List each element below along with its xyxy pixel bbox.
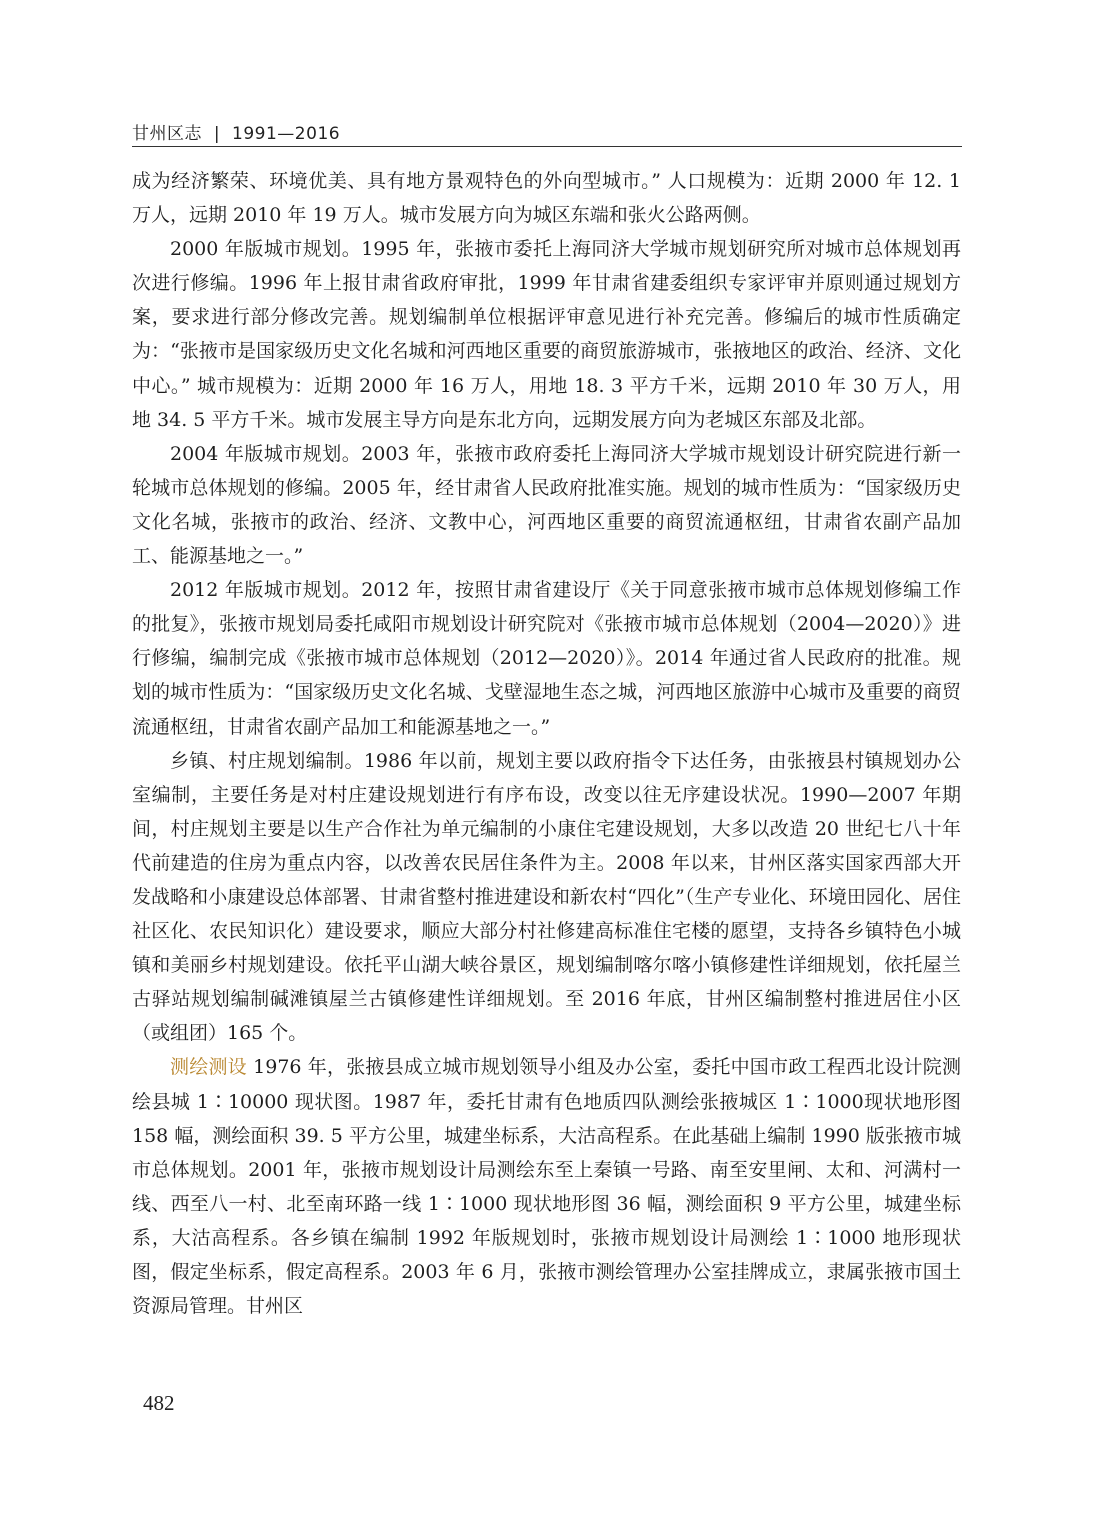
paragraph-2000-plan: 2000 年版城市规划。1995 年，张掖市委托上海同济大学城市规划研究所对城市总体规划再次进行修编。1996 年上报甘肃省政府审批，1999 年甘肃省建委组织专家评审并原则通过规划方案，要求进行部分修改完善。规划编制单位根据评审意见进行补充完善。修编后的城市性质确定为：“张掖市是国家级历史文化名城和河西地区重要的商贸旅游城市，张掖地区的政治、经济、文化中心。” 城市规模为：近期 2000 年 16 万人，用地 18. 3 平方千米，远期 2010 年 30 万人，用地 34. 5 平方千米。城市发展主导方向是东北方向，远期发展方向为老城区东部及北部。 bbox=[132, 238, 961, 431]
header-separator: | bbox=[213, 124, 221, 144]
paragraph-surveying bbox=[132, 1050, 961, 1323]
page-number: 482 bbox=[143, 1391, 175, 1415]
header-rule bbox=[132, 146, 962, 147]
year-range: 1991—2016 bbox=[232, 124, 341, 144]
paragraph-continued: 成为经济繁荣、环境优美、具有地方景观特色的外向型城市。” 人口规模为：近期 2000 年 12. 1 万人，远期 2010 年 19 万人。城市发展方向为城区东端和张火公路两侧。 bbox=[132, 170, 961, 227]
paragraph-village-plan: 乡镇、村庄规划编制。1986 年以前，规划主要以政府指令下达任务，由张掖县村镇规划办公室编制，主要任务是对村庄建设规划进行有序布设，改变以往无序建设状况。1990—2007 年期间，村庄规划主要是以生产合作社为单元编制的小康住宅建设规划，大多以改造 20 世纪七八十年代前建造的住房为重点内容，以改善农民居住条件为主。2008 年以来，甘州区落实国家西部大开发战略和小康建设总体部署、甘肃省整村推进建设和新农村“四化”（生产专业化、环境田园化、居住社区化、农民知识化）建设要求，顺应大部分村社修建高标准住宅楼的愿望，支持各乡镇特色小城镇和美丽乡村规划建设。依托平山湖大峡谷景区，规划编制喀尔喀小镇修建性详细规划，依托屋兰古驿站规划编制碱滩镇屋兰古镇修建性详细规划。至 2016 年底，甘州区编制整村推进居住小区（或组团）165 个。 bbox=[132, 749, 961, 1045]
book-title: 甘州区志 bbox=[132, 124, 202, 144]
section-heading: 测绘测设 bbox=[170, 1056, 247, 1079]
running-header bbox=[132, 119, 340, 144]
paragraph-2012-plan: 2012 年版城市规划。2012 年，按照甘肃省建设厅《关于同意张掖市城市总体规划修编工作的批复》，张掖市规划局委托咸阳市规划设计研究院对《张掖市城市总体规划（2004—2020）》进行修编，编制完成《张掖市城市总体规划（2012—2020）》。2014 年通过省人民政府的批准。规划的城市性质为：“国家级历史文化名城、戈壁湿地生态之城，河西地区旅游中心城市及重要的商贸流通枢纽，甘肃省农副产品加工和能源基地之一。” bbox=[132, 579, 961, 738]
paragraph-2004-plan: 2004 年版城市规划。2003 年，张掖市政府委托上海同济大学城市规划设计研究院进行新一轮城市总体规划的修编。2005 年，经甘肃省人民政府批准实施。规划的城市性质为：“国家级历史文化名城，张掖市的政治、经济、文教中心，河西地区重要的商贸流通枢纽，甘肃省农副产品加工、能源基地之一。” bbox=[132, 442, 961, 568]
section-text: 1976 年，张掖县成立城市规划领导小组及办公室，委托中国市政工程西北设计院测绘县城 1∶10000 现状图。1987 年，委托甘肃有色地质四队测绘张掖城区 1∶1000现状地形图 158 幅，测绘面积 39. 5 平方公里，城建坐标系，大沽高程系。在此基础上编制 1990 版张掖市城市总体规划。2001 年，张掖市规划设计局测绘东至上秦镇一号路、南至安里闸、太和、河满村一线、西至八一村、北至南环路一线 1∶1000 现状地形图 36 幅，测绘面积 9 平方公里，城建坐标系，大沽高程系。各乡镇在编制 1992 年版规划时，张掖市规划设计局测绘 1∶1000 地形现状图，假定坐标系，假定高程系。2003 年 6 月，张掖市测绘管理办公室挂牌成立，隶属张掖市国土资源局管理。甘州区 bbox=[132, 1056, 961, 1318]
body-text bbox=[132, 164, 961, 1323]
